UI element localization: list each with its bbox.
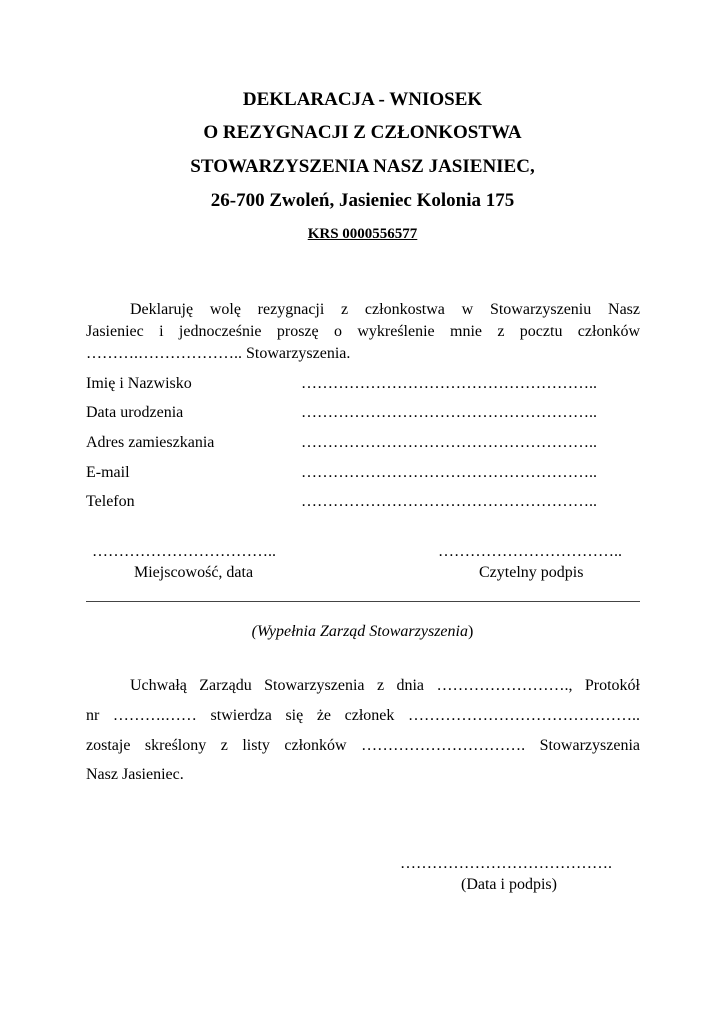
title-line-3: STOWARZYSZENIA NASZ JASIENIEC, [190,156,535,177]
declaration-line-1: Deklaruję wolę rezygnacji z członkostwa w Stowarzyszeniu Nasz [130,301,640,318]
field-label-phone: Telefon [86,493,135,510]
signature-label: Czytelny podpis [479,564,584,581]
field-label-birth-date: Data urodzenia [86,404,184,421]
board-resolution-line-2: nr ……….…… stwierdza się że członek …………………………………….. [86,707,640,724]
declaration-line-3: ……….……………….. Stowarzyszenia. [86,345,351,362]
section-divider [86,601,640,602]
field-label-address: Adres zamieszkania [86,434,215,451]
field-label-name: Imię i Nazwisko [86,375,192,392]
title-line-1: DEKLARACJA - WNIOSEK [242,89,483,110]
board-signature-blank[interactable]: …………………………………. [400,855,612,872]
place-date-label: Miejscowość, data [134,564,254,581]
signature-blank[interactable]: …………………………….. [438,543,622,560]
address-line: 26-700 Zwoleń, Jasieniec Kolonia 175 [210,190,515,211]
board-resolution-line-1: Uchwałą Zarządu Stowarzyszenia z dnia ……………………., Protokół [130,677,640,694]
field-label-email: E-mail [86,464,130,481]
board-heading-italic: (Wypełnia Zarząd Stowarzyszenia [251,623,468,640]
field-blank-email[interactable]: ……………………………………………….. [301,464,597,481]
board-resolution-line-4: Nasz Jasieniec. [86,766,184,783]
board-heading-close: ) [467,623,474,640]
declaration-line-2: Jasieniec i jednocześnie proszę o wykreślenie mnie z pocztu członków [86,323,640,340]
krs-number: KRS 0000556577 [307,226,418,242]
field-blank-address[interactable]: ……………………………………………….. [301,434,597,451]
title-line-2: O REZYGNACJI Z CZŁONKOSTWA [203,122,522,143]
field-blank-name[interactable]: ……………………………………………….. [301,375,597,392]
board-signature-label: (Data i podpis) [461,876,557,893]
field-blank-birth-date[interactable]: ……………………………………………….. [301,404,597,421]
board-section-heading [0,623,725,641]
field-blank-phone[interactable]: ……………………………………………….. [301,493,597,510]
board-resolution-line-3: zostaje skreślony z listy członków …………………………. Stowarzyszenia [86,737,640,754]
place-date-blank[interactable]: …………………………….. [92,543,276,560]
